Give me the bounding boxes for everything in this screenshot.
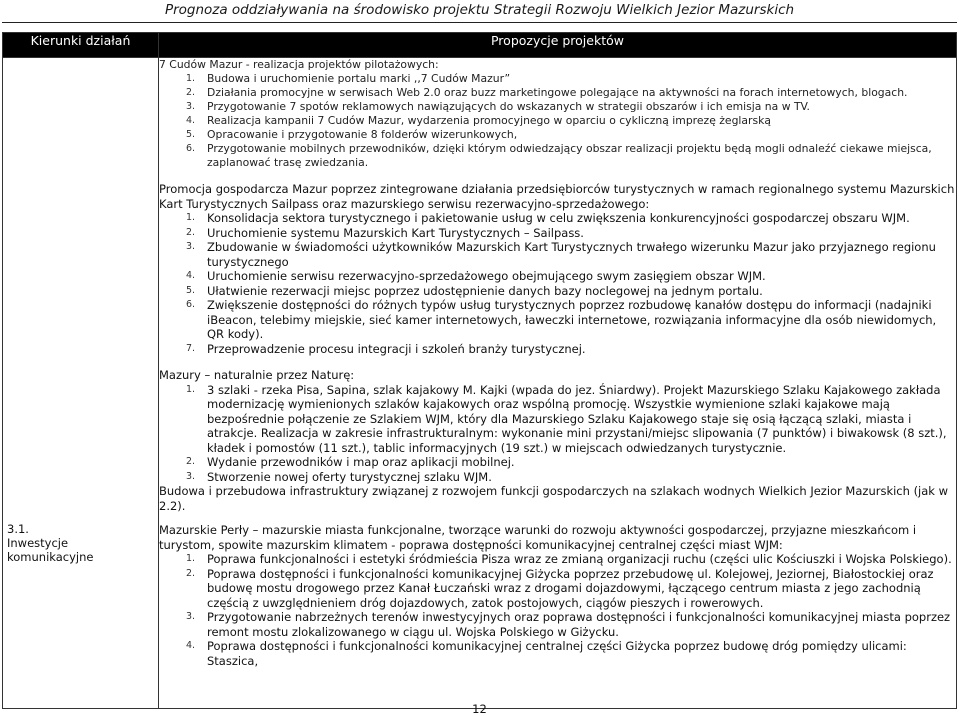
list-item [159,455,956,470]
list-item [159,211,956,226]
list-item-number: 3. [186,241,196,252]
section-intro: 7 Cudów Mazur - realizacja projektów pilotażowych: [159,58,439,71]
section-7-cudow [159,58,956,170]
list-item-number: 4. [186,270,196,281]
list-item-text: Zwiększenie dostępności do różnych typów usług turystycznych poprzez rozbudowę kanałów dostępu do informacji (nadajniki iBeacon, telebimy miejskie, sieć kamer internetowych, ławeczki internetowe, rozwiązania informacyjne dla osób niewidomych, QR kody). [207,298,937,341]
list-item [159,610,956,639]
list-item [159,240,956,269]
list-item [159,552,956,567]
direction-number: 3.1. [7,522,29,536]
list-item [159,86,956,100]
list-item-text: Przygotowanie 7 spotów reklamowych nawiązujących do wskazanych w strategii obszarów i ich emisja na w TV. [207,100,810,113]
list-item-number: 5. [186,284,196,296]
list-item-number: 1. [186,553,196,564]
section-list [159,72,956,170]
list-item [159,342,956,357]
list-item-text: Realizacja kampanii 7 Cudów Mazur, wydarzenia promocyjnego w oparciu o cykliczną imprezę żeglarską [207,114,771,127]
page-number: 12 [472,702,487,716]
list-item-text: Opracowanie i przygotowanie 8 folderów wizerunkowych, [207,128,518,141]
list-item [159,100,956,114]
list-item-number: 4. [186,115,196,126]
list-item-text: Konsolidacja sektora turystycznego i pakietowanie usług w celu zwiększenia konkurencyjności gospodarczej obszaru WJM. [207,211,910,225]
projects-table [2,32,957,709]
list-item-number: 1. [186,212,196,223]
list-item-text: Poprawa funkcjonalności i estetyki śródmieścia Pisza wraz ze zmianą organizacji ruchu (części ulic Kościuszki i Wojska Polskiego). [207,552,952,566]
list-item-number: 3. [186,470,196,482]
list-item-text: Przygotowanie nabrzeżnych terenów inwestycyjnych oraz poprawa dostępności i funkcjonalności komunikacyjnej miasta poprzez remont mostu zlokalizowanego w ciągu ul. Wojska Polskiego w Giżycku. [207,610,951,639]
section-infrastructure-text: Budowa i przebudowa infrastruktury związanej z rozwojem funkcji gospodarczych na szlakach wodnych Wielkich Jezior Mazurskich (jak w 2.2). [159,484,949,513]
column-header-proposals: Propozycje projektów [159,33,957,58]
list-item [159,226,956,241]
table-header-row [3,33,957,58]
section-intro: Mazurskie Perły – mazurskie miasta funkcjonalne, tworzące warunki do rozwoju aktywności gospodarczej, przyjazne mieszkańcom i turystom, spowite mazurskim klimatem - poprawa dostępności komunikacyjnej centralnej części miast WJM: [159,523,917,552]
section-intro: Mazury – naturalnie przez Naturę: [159,368,355,382]
list-item-text: Budowa i uruchomienie portalu marki ,,7 Cudów Mazur” [207,72,511,85]
list-item-number: 2. [186,456,196,467]
list-item-number: 6. [186,143,196,154]
list-item-text: Stworzenie nowej oferty turystycznej szlaku WJM. [207,469,492,484]
list-item-text: Uruchomienie serwisu rezerwacyjno-sprzedażowego obejmującego swym zasięgiem obszar WJM. [207,269,766,283]
list-item-text: Ułatwienie rezerwacji miejsc poprzez udostępnienie danych bazy noclegowej na jednym portalu. [207,283,763,298]
directions-cell [3,58,159,709]
list-item [159,383,956,456]
list-item-text: Działania promocyjne w serwisach Web 2.0 oraz buzz marketingowe polegające na aktywności na forach internetowych, blogach. [207,86,908,99]
list-item [159,269,956,284]
section-mazury-natura [159,368,956,513]
list-item-text: Przygotowanie mobilnych przewodników, dzięki którym odwiedzający obszar realizacji projektu będą mogli odnaleźć ciekawe miejsca, zaplanować trasę zwiedzania. [207,142,932,169]
list-item-number: 4. [186,640,196,651]
list-item [159,72,956,86]
direction-title: Inwestycje komunikacyjne [7,536,94,564]
section-list [159,552,956,668]
list-item [159,128,956,142]
list-item-number: 3. [186,611,196,622]
table-row [3,58,957,709]
direction-label [7,522,154,564]
column-header-directions: Kierunki działań [3,33,159,58]
list-item-number: 2. [186,87,196,98]
list-item-text: 3 szlaki - rzeka Pisa, Sapina, szlak kajakowy M. Kajki (wpada do jez. Śniardwy). Projekt Mazurskiego Szlaku Kajakowego zakłada modernizację wymienionych szlaków kajakowych oraz wspólną promocję. Wszystkie wymienione szlaki kajakowe mają bezpośrednie połączenie ze Szlakiem WJM, który dla Mazurskiego Szlaku Kajakowego staje się osią łączącą szlaki, miasta i atrakcje. Realizacja w zakresie infrastrukturalnym: wykonanie mini przystani/miejsc slipowania (7 punktów) i biwakowsk (8 szt.), kładek i pomostów (11 szt.), tablic informacyjnych (19 szt.) w miejscach odwiedzanych turystycznie. [207,382,947,455]
section-list [159,383,956,485]
list-item-text: Poprawa dostępności i funkcjonalności komunikacyjnej centralnej części Giżycka poprzez budowę dróg pomiędzy ulicami: Staszica, [207,639,907,668]
list-item-number: 5. [186,129,196,140]
page-header-title: Prognoza oddziaływania na środowisko projektu Strategii Rozwoju Wielkich Jezior Mazurskich [164,2,795,18]
list-item [159,284,956,299]
list-item [159,639,956,668]
list-item-text: Wydanie przewodników i map oraz aplikacji mobilnej. [207,455,515,469]
list-item-text: Uruchomienie systemu Mazurskich Kart Turystycznych – Sailpass. [207,225,584,240]
list-item [159,142,956,170]
list-item-text: Przeprowadzenie procesu integracji i szkoleń branży turystycznej. [207,341,586,356]
list-item-number: 7. [186,342,196,354]
list-item [159,470,956,485]
list-item-number: 2. [186,567,196,579]
list-item-number: 1. [186,73,196,84]
list-item-number: 2. [186,226,196,238]
header-divider [2,22,957,23]
section-mazurskie-perly [159,523,956,668]
list-item-text: Poprawa dostępności i funkcjonalności komunikacyjnej Giżycka poprzez przebudowę ul. Kolejowej, Jeziornej, Białostockiej oraz budowę mostu drogowego przez Kanał Łuczański wraz z drogami dojazdowymi, łączącego centrum miasta z jego zachodnią częścią z uwzględnieniem dróg dojazdowych, zatok postojowych, ciągów pieszych i rowerowych. [207,566,934,610]
list-item [159,298,956,342]
section-intro: Promocja gospodarcza Mazur poprzez zintegrowane działania przedsiębiorców turystycznych w ramach regionalnego systemu Mazurskich Kart Turystycznych Sailpass oraz mazurskiego serwisu rezerwacyjno-sprzedażowego: [159,182,955,211]
proposals-cell [159,58,957,709]
section-list [159,211,956,356]
list-item-number: 3. [186,101,196,112]
list-item-number: 6. [186,299,196,310]
section-promocja-gospodarcza [159,182,956,356]
list-item [159,114,956,128]
list-item-number: 1. [186,383,196,395]
list-item [159,567,956,611]
list-item-text: Zbudowanie w świadomości użytkowników Mazurskich Kart Turystycznych trwałego wizerunku Mazur jako przyjaznego regionu turystycznego [207,240,936,269]
